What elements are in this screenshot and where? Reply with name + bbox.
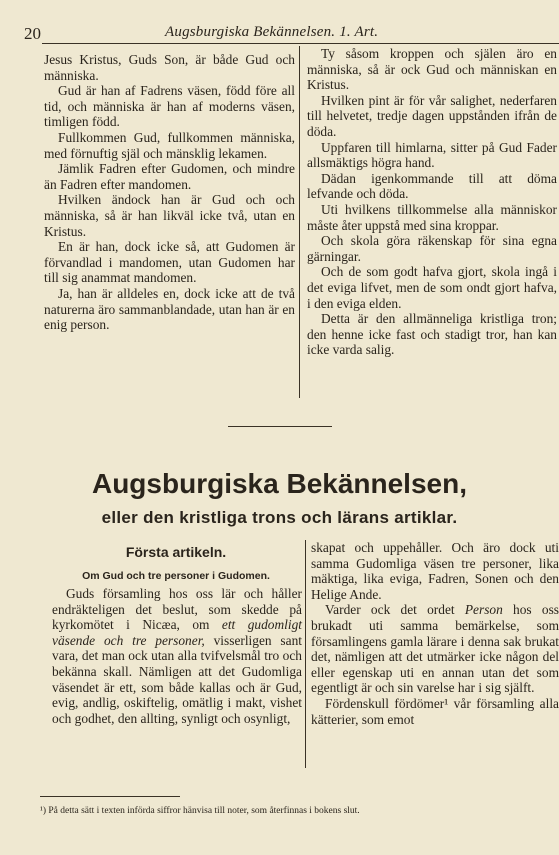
article-paragraph <box>311 602 559 696</box>
creed-paragraph: Ja, han är alldeles en, dock icke att de två naturerna äro sammanblandade, utan han är en enig person. <box>44 285 295 333</box>
article-heading: Första artikeln. <box>125 544 227 560</box>
creed-paragraph: Ty såsom kroppen och själen äro en människa, så är ock Gud och människan en Kristus. <box>307 46 557 93</box>
article-paragraph: Fördenskull fördömer¹ vår församling alla kätterier, som emot <box>311 695 559 727</box>
creed-paragraph: Dädan igenkommande till att döma lefvande och döda. <box>307 170 557 202</box>
creed-paragraph: Uppfaren till himlarna, sitter på Gud Fader allsmäktigs högra hand. <box>307 139 557 171</box>
running-header <box>0 22 559 44</box>
creed-paragraph: Uti hvilkens tillkommelse alla människor måste åter uppstå med sina kroppar. <box>307 201 557 233</box>
article-text: Varder ock det ordet <box>325 602 465 618</box>
section-title: Augsburgiska Bekännelsen, <box>91 468 467 499</box>
creed-paragraph: Och skola göra räkenskap för sina egna gärningar. <box>307 233 557 264</box>
article-paragraph: skapat och uppehåller. Och äro dock uti samma Gudomliga väsen tre personer, lika mäktiga, lika eviga, Fadren, Sonen och den Helige Ande. <box>311 540 559 602</box>
footnote: ¹) På detta sätt i texten införda siffror hänvisa till noter, som återfinnas i bokens slut. <box>40 806 360 816</box>
creed-paragraph: En är han, dock icke så, att Gudomen är förvandlad i mandomen, utan Gudomen har till sig anammat mandomen. <box>44 239 295 286</box>
creed-paragraph: Jämlik Fadren efter Gudomen, och mindre än Fadren efter mandomen. <box>44 161 295 192</box>
creed-paragraph: Hvilken ändock han är Gud och och människa, så är han likväl icke två, utan en Kristus. <box>44 192 295 239</box>
creed-paragraph: Fullkommen Gud, fullkommen människa, med förnuftig själ och mänsklig lekamen. <box>44 129 295 161</box>
page-number: 20 <box>24 24 41 43</box>
article-right-column <box>311 540 559 727</box>
section-separator <box>228 426 332 427</box>
creed-paragraph: Gud är han af Fadrens väsen, född före all tid, och människa är han af moderns väsen, timligen född. <box>44 83 295 130</box>
creed-paragraph: Hvilken pint är för vår salighet, nederfaren till helvetet, tredje dagen uppstånden ifrån de döda. <box>307 92 557 139</box>
article-text: Guds församling hos oss lär och håller endräkteligen det beslut, som skedde på kyrkomötet i Nicæa, om <box>52 586 302 633</box>
article-text: visserligen sant vara, det man ock utan alla tvifvelsmål tro och bekänna skall. Nämligen att det Gudomliga väsendet är ett, som både kallas och är Gud, evig, andlig, oskiftelig, omätlig i makt, vishet och godhet, den allting, synligt och osynligt, <box>52 632 303 726</box>
article-emphasis: ett gudomligt väsende och tre personer, <box>52 617 303 648</box>
creed-right-column <box>307 46 557 358</box>
footnote-rule <box>40 796 180 797</box>
article-subheading: Om Gud och tre personer i Gudomen. <box>82 570 270 582</box>
article-paragraph <box>52 586 302 726</box>
creed-paragraph: Detta är den allmänneliga kristliga tron; den henne icke fast och stadigt tror, han kan icke varda salig. <box>307 311 557 358</box>
creed-paragraph: Jesus Kristus, Guds Son, är både Gud och människa. <box>44 52 295 83</box>
article-text: hos oss brukadt uti samma bemärkelse, som församlingens gamla lärare i denna sak brukat det, nämligen att det utmärker icke någon del eller egenskap uti en annan utan det som egentligt är och sin varelse har i sig själft. <box>311 602 559 696</box>
creed-left-column <box>44 52 295 333</box>
column-divider <box>299 46 300 398</box>
section-subtitle: eller den kristliga trons och lärans artiklar. <box>101 508 458 527</box>
running-title: Augsburgiska Bekännelsen. 1. Art. <box>165 24 379 40</box>
article-left-column <box>52 586 302 726</box>
column-divider <box>305 540 306 768</box>
header-rule <box>42 43 559 44</box>
creed-paragraph: Och de som godt hafva gjort, skola ingå i det eviga lifvet, men de som ondt gjort hafva, i den eviga elden. <box>307 264 557 311</box>
article-emphasis: Person <box>464 602 503 618</box>
